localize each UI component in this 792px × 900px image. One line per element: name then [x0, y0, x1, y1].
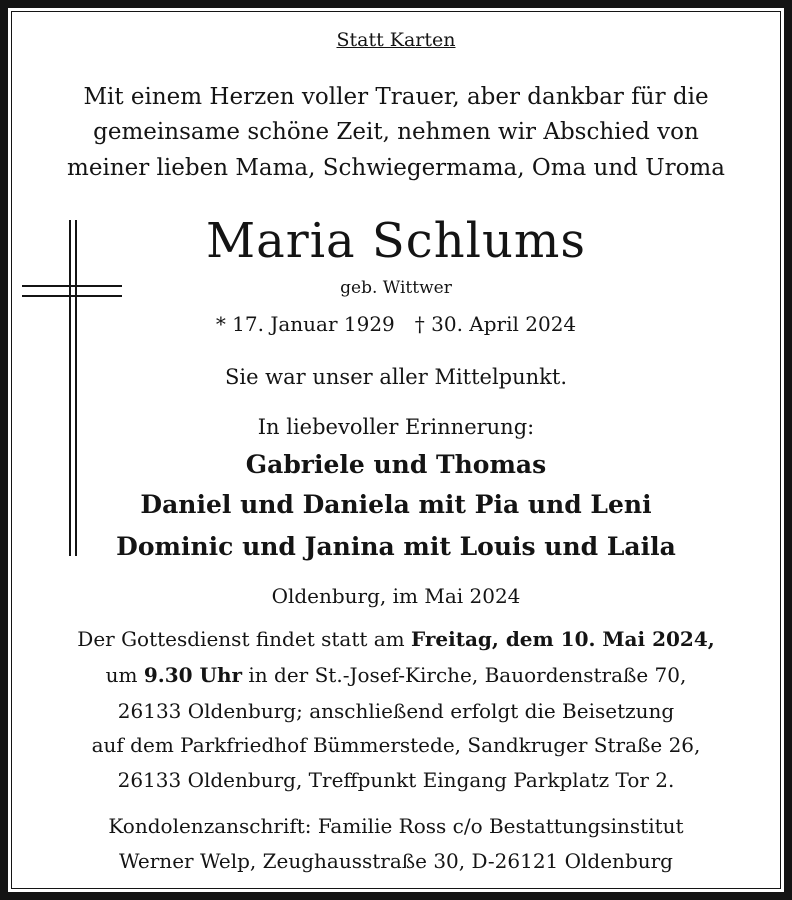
condolence-line-2: Werner Welp, Zeughausstraße 30, D-26121 Oldenburg	[118, 849, 673, 873]
header-statt-karten: Statt Karten	[336, 29, 456, 51]
service-date: Freitag, dem 10. Mai 2024,	[411, 627, 715, 651]
service-line-5: 26133 Oldenburg, Treffpunkt Eingang Parkplatz Tor 2.	[117, 768, 675, 792]
birth-date: * 17. Januar 1929	[215, 312, 395, 336]
service-text: in der St.-Josef-Kirche, Bauordenstraße 70,	[242, 663, 687, 687]
service-text: um	[105, 663, 144, 687]
family-line-2: Daniel und Daniela mit Pia und Leni	[140, 490, 652, 519]
service-line-2	[20, 664, 772, 687]
family-line-1: Gabriele und Thomas	[245, 450, 547, 479]
service-line-3: 26133 Oldenburg; anschließend erfolgt die Beisetzung	[117, 699, 675, 723]
condolence-line-1: Kondolenzanschrift: Familie Ross c/o Bestattungsinstitut	[108, 814, 684, 838]
intro-line-3: meiner lieben Mama, Schwiegermama, Oma und Uroma	[67, 155, 725, 181]
death-date: † 30. April 2024	[414, 312, 577, 336]
service-text: Der Gottesdienst findet statt am	[77, 627, 411, 651]
service-line-1	[20, 628, 772, 651]
service-time: 9.30 Uhr	[143, 663, 243, 687]
maiden-name: geb. Wittwer	[340, 278, 452, 298]
family-line-3: Dominic und Janina mit Louis und Laila	[116, 532, 676, 561]
memory-label: In liebevoller Erinnerung:	[257, 415, 535, 439]
tribute-text: Sie war unser aller Mittelpunkt.	[224, 365, 568, 389]
life-dates	[20, 313, 772, 336]
deceased-name: Maria Schlums	[205, 213, 587, 269]
intro-line-2: gemeinsame schöne Zeit, nehmen wir Abschied von	[93, 119, 699, 145]
service-line-4: auf dem Parkfriedhof Bümmerstede, Sandkruger Straße 26,	[91, 733, 701, 757]
intro-line-1: Mit einem Herzen voller Trauer, aber dankbar für die	[83, 84, 709, 110]
place-date: Oldenburg, im Mai 2024	[271, 584, 521, 608]
